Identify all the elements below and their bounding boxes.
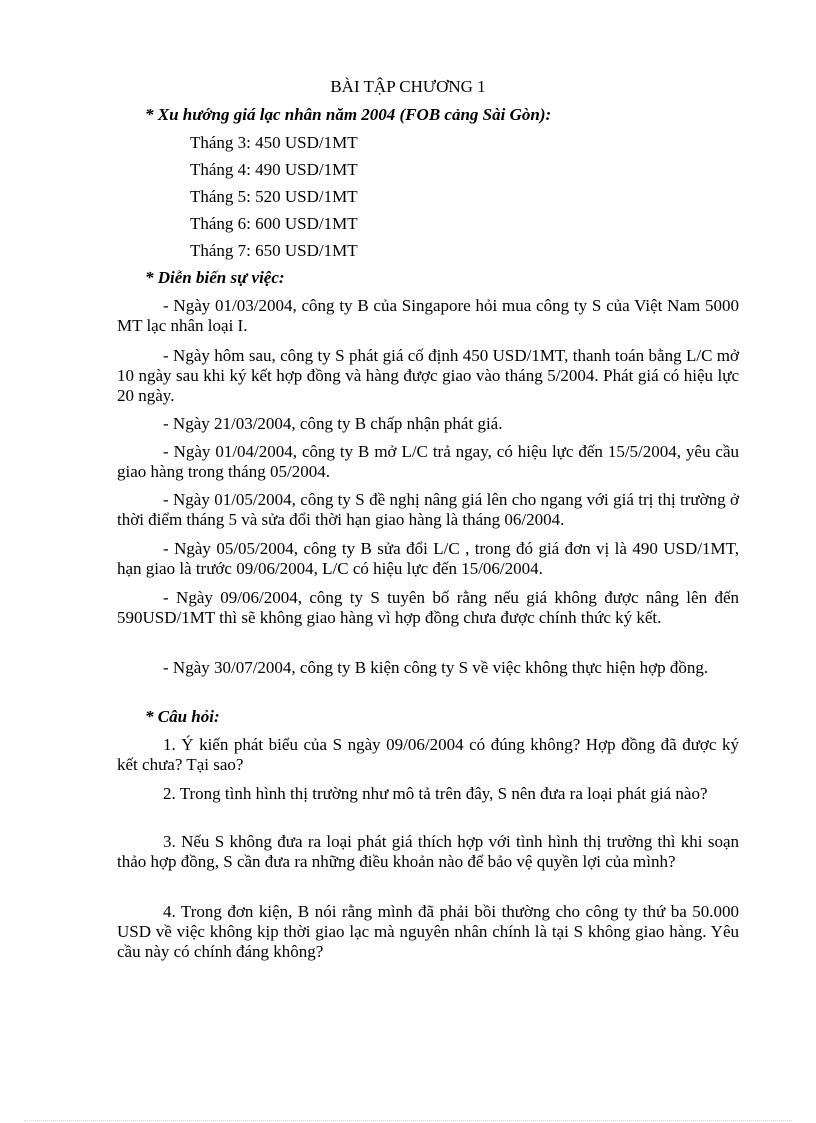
event-paragraph: - Ngày 30/07/2004, công ty B kiện công ty S về việc không thực hiện hợp đồng. bbox=[163, 658, 709, 677]
events-heading: * Diễn biến sự việc: bbox=[145, 268, 285, 287]
question-paragraph: 1. Ý kiến phát biểu của S ngày 09/06/2004 có đúng không? Hợp đồng đã được ký kết chưa? Tại sao? bbox=[117, 735, 739, 774]
question-paragraph: 3. Nếu S không đưa ra loại phát giá thích hợp với tình hình thị trường thì khi soạn thảo hợp đồng, S cần đưa ra những điều khoản nào để bảo vệ quyền lợi của mình? bbox=[117, 832, 739, 871]
page-bottom-border bbox=[24, 1120, 792, 1121]
event-paragraph: - Ngày 01/03/2004, công ty B của Singapore hỏi mua công ty S của Việt Nam 5000 MT lạc nhân loại I. bbox=[117, 296, 739, 335]
event-paragraph: - Ngày 09/06/2004, công ty S tuyên bố rằng nếu giá không được nâng lên đến 590USD/1MT thì sẽ không giao hàng vì hợp đồng chưa được chính thức ký kết. bbox=[117, 588, 739, 627]
event-paragraph: - Ngày 05/05/2004, công ty B sửa đổi L/C , trong đó giá đơn vị là 490 USD/1MT, hạn giao là trước 09/06/2004, L/C có hiệu lực đến 15/06/2004. bbox=[117, 539, 739, 578]
question-paragraph: 4. Trong đơn kiện, B nói rằng mình đã phải bồi thường cho công ty thứ ba 50.000 USD về việc không kịp thời giao lạc mà nguyên nhân chính là tại S không giao hàng. Yêu cầu này có chính đáng không? bbox=[117, 902, 739, 961]
price-item: Tháng 4: 490 USD/1MT bbox=[190, 160, 358, 179]
question-paragraph: 2. Trong tình hình thị trường như mô tả trên đây, S nên đưa ra loại phát giá nào? bbox=[163, 784, 708, 803]
event-paragraph: - Ngày 01/04/2004, công ty B mở L/C trả ngay, có hiệu lực đến 15/5/2004, yêu cầu giao hàng trong tháng 05/2004. bbox=[117, 442, 739, 481]
event-paragraph: - Ngày 01/05/2004, công ty S đề nghị nâng giá lên cho ngang với giá trị thị trường ở thời điểm tháng 5 và sửa đổi thời hạn giao hàng là tháng 06/2004. bbox=[117, 490, 739, 529]
event-paragraph: - Ngày 21/03/2004, công ty B chấp nhận phát giá. bbox=[163, 414, 503, 433]
event-paragraph: - Ngày hôm sau, công ty S phát giá cố định 450 USD/1MT, thanh toán bằng L/C mở 10 ngày sau khi ký kết hợp đồng và hàng được giao vào tháng 5/2004. Phát giá có hiệu lực 20 ngày. bbox=[117, 346, 739, 405]
price-item: Tháng 6: 600 USD/1MT bbox=[190, 214, 358, 233]
price-item: Tháng 3: 450 USD/1MT bbox=[190, 133, 358, 152]
price-item: Tháng 5: 520 USD/1MT bbox=[190, 187, 358, 206]
price-item: Tháng 7: 650 USD/1MT bbox=[190, 241, 358, 260]
price-trend-heading: * Xu hướng giá lạc nhân năm 2004 (FOB cảng Sài Gòn): bbox=[145, 105, 552, 124]
page-title: BÀI TẬP CHƯƠNG 1 bbox=[330, 77, 486, 96]
questions-heading: * Câu hỏi: bbox=[145, 707, 220, 726]
